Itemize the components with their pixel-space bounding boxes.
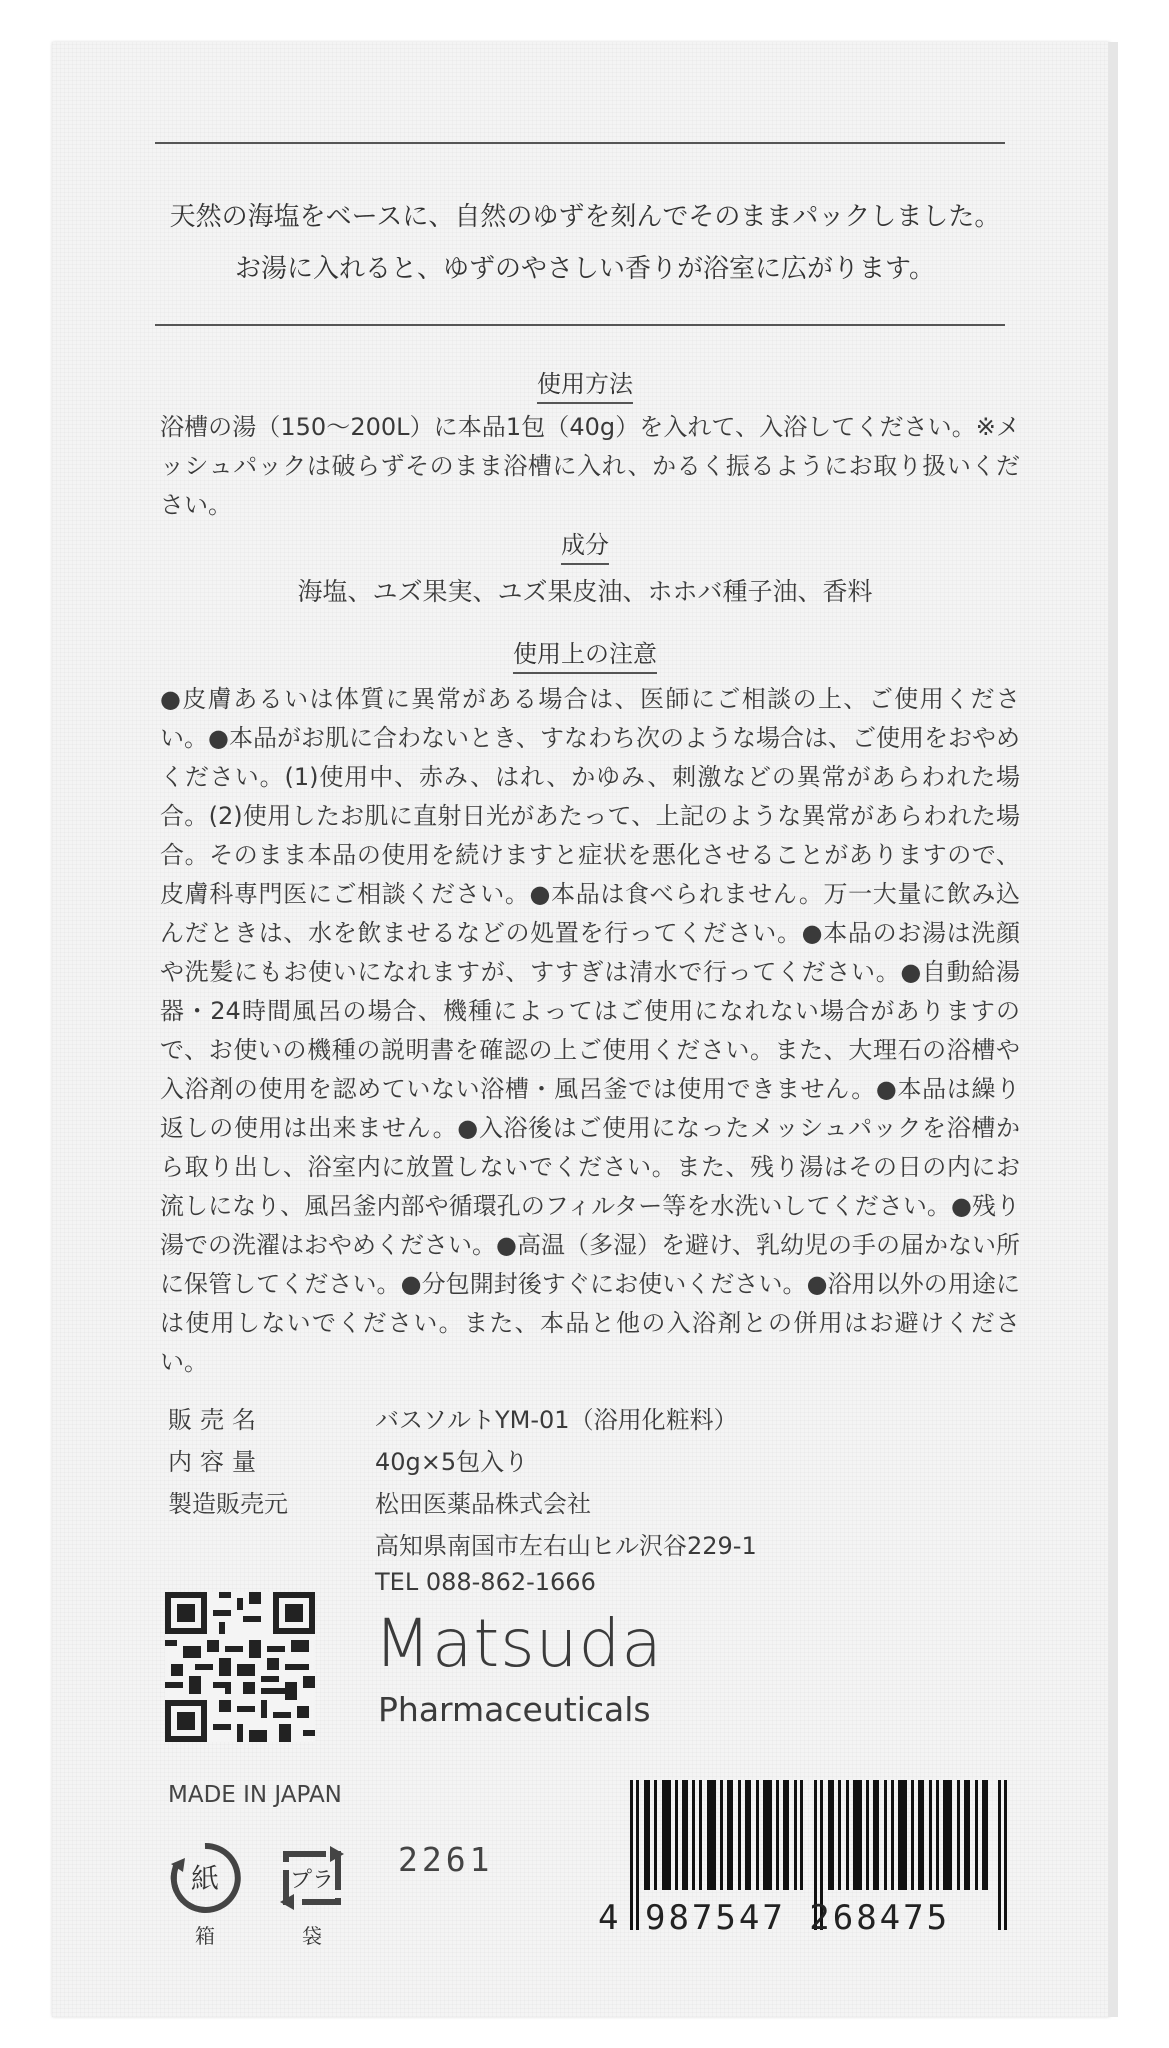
content-value: 40g×5包入り: [375, 1448, 529, 1476]
paper-recycle-label: 箱: [195, 1924, 215, 1948]
maker-name: 松田医薬品株式会社: [375, 1490, 591, 1518]
usage-title: 使用方法: [120, 364, 1050, 399]
barcode-digits: 987547 268475: [644, 1898, 951, 1938]
product-name-label: 販売名: [168, 1406, 264, 1434]
content-label: 内容量: [168, 1448, 264, 1476]
plastic-recycle-label: 袋: [302, 1924, 322, 1948]
ingredients-text: 海塩、ユズ果実、ユズ果皮油、ホホバ種子油、香料: [297, 577, 873, 606]
brand-logo-sub: Pharmaceuticals: [378, 1690, 651, 1729]
brand-logo-main: Matsuda: [374, 1605, 663, 1682]
package-side-edge: [1108, 42, 1118, 2017]
ingredients-title: 成分: [120, 525, 1050, 560]
intro-line-1: 天然の海塩をベースに、自然のゆずを刻んでそのままパックしました。: [169, 202, 1001, 232]
intro-line-2: お湯に入れると、ゆずのやさしい香りが浴室に広がります。: [235, 254, 935, 284]
usage-text: 浴槽の湯（150〜200L）に本品1包（40g）を入れて、入浴してください。※メッシュパックは破らずそのまま浴槽に入れ、かるく振るようにお取り扱いください。: [160, 413, 1020, 519]
lot-number: 2261: [398, 1840, 494, 1879]
plastic-recycle-mark: [272, 1838, 352, 1948]
paper-recycle-mark: [165, 1838, 245, 1948]
cautions-text: ●皮膚あるいは体質に異常がある場合は、医師にご相談の上、ご使用ください。●本品がお肌に合わないとき、すなわち次のような場合は、ご使用をおやめください。(1)使用中、赤み、はれ、かゆみ、刺激などの異常があらわれた場合。(2)使用したお肌に直射日光があたって、上記のような異常があらわれた場合。そのまま本品の使用を続けますと症状を悪化させることがありますので、皮膚科専門医にご相談ください。●本品は食べられません。万一大量に飲み込んだときは、水を飲ませるなどの処置を行ってください。●本品のお湯は洗顔や洗髪にもお使いになれますが、すすぎは清水で行ってください。●自動給湯器・24時間風呂の場合、機種によってはご使用になれない場合がありますので、お使いの機種の説明書を確認の上ご使用ください。また、大理石の浴槽や入浴剤の使用を認めていない浴槽・風呂釜では使用できません。●本品は繰り返しの使用は出来ません。●入浴後はご使用になったメッシュパックを浴槽から取り出し、浴室内に放置しないでください。また、残り湯はその日の内にお流しになり、風呂釜内部や循環孔のフィルター等を水洗いしてください。●残り湯での洗濯はおやめください。●高温（多湿）を避け、乳幼児の手の届かない所に保管してください。●分包開封後すぐにお使いください。●浴用以外の用途には使用しないでください。また、本品と他の入浴剤との併用はお避けください。: [160, 685, 1020, 1376]
bottom-rule: [155, 324, 1005, 326]
maker-tel: TEL 088-862-1666: [375, 1568, 596, 1596]
barcode-first-digit: 4: [598, 1898, 622, 1938]
maker-address: 高知県南国市左右山ヒル沢谷229-1: [375, 1532, 757, 1560]
maker-label: 製造販売元: [168, 1490, 288, 1518]
plastic-recycle-icon: [272, 1838, 352, 1918]
barcode-number: [598, 1898, 950, 1938]
product-name-value: バスソルトYM-01（浴用化粧料）: [375, 1406, 738, 1434]
top-rule: [155, 142, 1005, 144]
qr-code: [165, 1592, 315, 1742]
plastic-symbol: プラ: [289, 1868, 335, 1893]
paper-recycle-icon: [165, 1838, 245, 1918]
made-in-label: MADE IN JAPAN: [168, 1782, 342, 1808]
paper-symbol: 紙: [190, 1862, 220, 1895]
cautions-title: 使用上の注意: [120, 634, 1050, 669]
